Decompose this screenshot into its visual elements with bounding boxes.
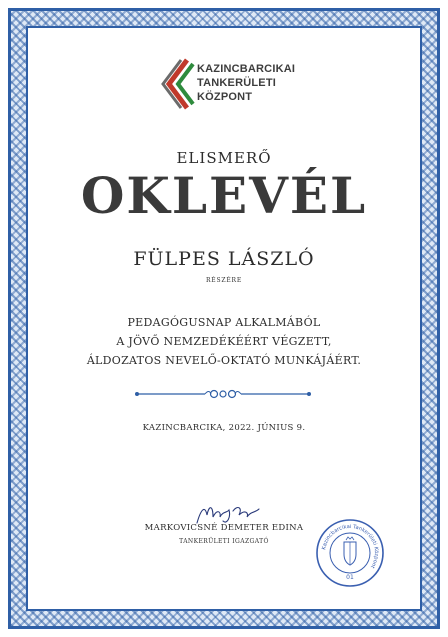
logo-line-2: TANKERÜLETI bbox=[197, 77, 276, 89]
logo-line-3: KÖZPONT bbox=[197, 91, 253, 103]
recipient-for-label: RÉSZÉRE bbox=[205, 277, 243, 284]
place-and-date: KAZINCBARCIKA, 2022. JÚNIUS 9. bbox=[142, 423, 306, 433]
certificate-title: OKLEVÉL bbox=[80, 166, 368, 225]
signer-name: MARKOVICSNÉ DEMETER EDINA bbox=[144, 523, 304, 533]
stamp-number: 01 bbox=[346, 574, 354, 581]
award-reason bbox=[28, 313, 420, 370]
recipient-name: FÜLPES LÁSZLÓ bbox=[133, 248, 315, 270]
logo-chevron-icon bbox=[161, 58, 195, 110]
reason-line-3: ÁLDOZATOS NEVELŐ-OKTATÓ MUNKÁJÁÉRT. bbox=[86, 354, 362, 367]
certificate-subtitle: ELISMERŐ bbox=[176, 149, 272, 167]
signer-title: TANKERÜLETI IGAZGATÓ bbox=[179, 538, 269, 545]
logo-text bbox=[197, 62, 295, 104]
certificate-content bbox=[28, 28, 420, 609]
svg-text:Kazincbarcikai Tankerületi Köz: Kazincbarcikai Tankerületi Központ bbox=[321, 523, 380, 570]
logo-line-1: KAZINCBARCIKAI bbox=[197, 63, 296, 75]
ornament-divider-icon bbox=[133, 388, 313, 400]
official-stamp bbox=[315, 518, 385, 588]
organization-logo bbox=[161, 58, 331, 110]
reason-line-2: A JÖVŐ NEMZEDÉKÉÉRT VÉGZETT, bbox=[116, 335, 332, 348]
reason-line-1: PEDAGÓGUSNAP ALKALMÁBÓL bbox=[127, 316, 321, 329]
